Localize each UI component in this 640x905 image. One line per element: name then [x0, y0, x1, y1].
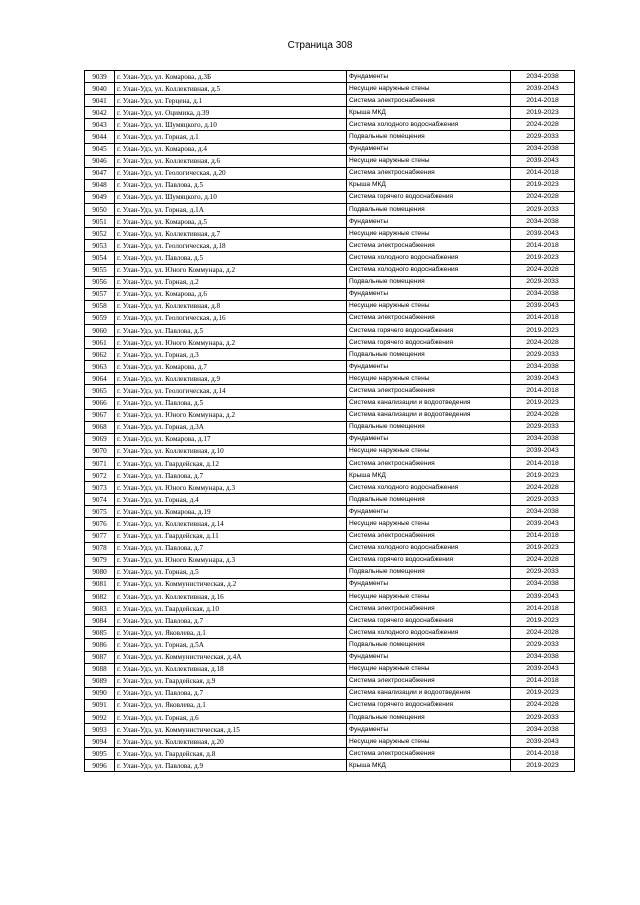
address-cell: г. Улан-Удэ, ул. Юного Коммунара, д.2 [115, 264, 347, 276]
period-cell: 2034-2038 [511, 724, 575, 736]
row-number-cell: 9050 [85, 204, 115, 216]
table-row [85, 409, 575, 421]
address-cell: г. Улан-Удэ, ул. Горная, д.4 [115, 494, 347, 506]
table-row [85, 276, 575, 288]
table-row [85, 578, 575, 590]
table-row [85, 252, 575, 264]
row-number-cell: 9060 [85, 324, 115, 336]
period-cell: 2034-2038 [511, 361, 575, 373]
row-number-cell: 9055 [85, 264, 115, 276]
row-number-cell: 9071 [85, 458, 115, 470]
table-row [85, 300, 575, 312]
address-cell: г. Улан-Удэ, ул. Горная, д.5А [115, 639, 347, 651]
table-row [85, 711, 575, 723]
address-cell: г. Улан-Удэ, ул. Коллективная, д.14 [115, 518, 347, 530]
work-type-cell: Система электроснабжения [347, 458, 511, 470]
work-type-cell: Система холодного водоснабжения [347, 482, 511, 494]
row-number-cell: 9070 [85, 445, 115, 457]
row-number-cell: 9092 [85, 711, 115, 723]
address-cell: г. Улан-Удэ, ул. Горная, д.5 [115, 566, 347, 578]
table-row [85, 627, 575, 639]
work-type-cell: Система электроснабжения [347, 530, 511, 542]
work-type-cell: Система холодного водоснабжения [347, 119, 511, 131]
work-type-cell: Система электроснабжения [347, 603, 511, 615]
row-number-cell: 9039 [85, 71, 115, 83]
work-type-cell: Подвальные помещения [347, 494, 511, 506]
table-body [85, 71, 575, 772]
period-cell: 2014-2018 [511, 240, 575, 252]
row-number-cell: 9047 [85, 167, 115, 179]
table-row [85, 445, 575, 457]
table-row [85, 95, 575, 107]
address-cell: г. Улан-Удэ, ул. Оцимика, д.39 [115, 107, 347, 119]
address-cell: г. Улан-Удэ, ул. Павлова, д.5 [115, 324, 347, 336]
period-cell: 2034-2038 [511, 651, 575, 663]
work-type-cell: Фундаменты [347, 433, 511, 445]
work-type-cell: Фундаменты [347, 143, 511, 155]
row-number-cell: 9082 [85, 591, 115, 603]
work-type-cell: Крыша МКД [347, 760, 511, 772]
address-cell: г. Улан-Удэ, ул. Коллективная, д.7 [115, 228, 347, 240]
period-cell: 2019-2023 [511, 107, 575, 119]
row-number-cell: 9076 [85, 518, 115, 530]
row-number-cell: 9094 [85, 736, 115, 748]
table-row [85, 518, 575, 530]
row-number-cell: 9042 [85, 107, 115, 119]
address-cell: г. Улан-Удэ, ул. Коллективная, д.16 [115, 591, 347, 603]
row-number-cell: 9040 [85, 83, 115, 95]
address-cell: г. Улан-Удэ, ул. Комарова, д.7 [115, 361, 347, 373]
address-cell: г. Улан-Удэ, ул. Шумяцкого, д.10 [115, 119, 347, 131]
table-row [85, 736, 575, 748]
row-number-cell: 9089 [85, 675, 115, 687]
address-cell: г. Улан-Удэ, ул. Юного Коммунара, д.2 [115, 337, 347, 349]
work-type-cell: Система электроснабжения [347, 748, 511, 760]
table-row [85, 324, 575, 336]
period-cell: 2014-2018 [511, 675, 575, 687]
row-number-cell: 9081 [85, 578, 115, 590]
row-number-cell: 9046 [85, 155, 115, 167]
address-cell: г. Улан-Удэ, ул. Горная, д.1А [115, 204, 347, 216]
period-cell: 2014-2018 [511, 95, 575, 107]
row-number-cell: 9048 [85, 179, 115, 191]
table-row [85, 264, 575, 276]
work-type-cell: Несущие наружные стены [347, 228, 511, 240]
work-type-cell: Фундаменты [347, 71, 511, 83]
work-type-cell: Подвальные помещения [347, 349, 511, 361]
row-number-cell: 9043 [85, 119, 115, 131]
address-cell: г. Улан-Удэ, ул. Комарова, д.5 [115, 216, 347, 228]
work-type-cell: Подвальные помещения [347, 204, 511, 216]
work-type-cell: Система горячего водоснабжения [347, 324, 511, 336]
table-row [85, 385, 575, 397]
period-cell: 2024-2028 [511, 119, 575, 131]
period-cell: 2034-2038 [511, 71, 575, 83]
period-cell: 2029-2033 [511, 639, 575, 651]
row-number-cell: 9086 [85, 639, 115, 651]
table-row [85, 373, 575, 385]
address-cell: г. Улан-Удэ, ул. Гвардейская, д.10 [115, 603, 347, 615]
period-cell: 2014-2018 [511, 748, 575, 760]
work-type-cell: Фундаменты [347, 724, 511, 736]
row-number-cell: 9041 [85, 95, 115, 107]
work-type-cell: Система холодного водоснабжения [347, 252, 511, 264]
work-type-cell: Система холодного водоснабжения [347, 542, 511, 554]
work-type-cell: Подвальные помещения [347, 276, 511, 288]
period-cell: 2014-2018 [511, 530, 575, 542]
work-type-cell: Система горячего водоснабжения [347, 337, 511, 349]
row-number-cell: 9066 [85, 397, 115, 409]
address-cell: г. Улан-Удэ, ул. Комарова, д.4 [115, 143, 347, 155]
table-row [85, 83, 575, 95]
period-cell: 2034-2038 [511, 216, 575, 228]
address-cell: г. Улан-Удэ, ул. Коллективная, д.5 [115, 83, 347, 95]
table-row [85, 651, 575, 663]
work-type-cell: Фундаменты [347, 361, 511, 373]
table-row [85, 699, 575, 711]
row-number-cell: 9049 [85, 191, 115, 203]
repair-schedule-table [84, 70, 575, 772]
address-cell: г. Улан-Удэ, ул. Павлова, д.5 [115, 179, 347, 191]
table-row [85, 288, 575, 300]
period-cell: 2019-2023 [511, 397, 575, 409]
table-row [85, 433, 575, 445]
period-cell: 2029-2033 [511, 566, 575, 578]
row-number-cell: 9067 [85, 409, 115, 421]
table-row [85, 179, 575, 191]
work-type-cell: Подвальные помещения [347, 566, 511, 578]
work-type-cell: Система электроснабжения [347, 240, 511, 252]
work-type-cell: Фундаменты [347, 506, 511, 518]
row-number-cell: 9080 [85, 566, 115, 578]
row-number-cell: 9057 [85, 288, 115, 300]
table-row [85, 748, 575, 760]
address-cell: г. Улан-Удэ, ул. Павлова, д.5 [115, 397, 347, 409]
table-row [85, 155, 575, 167]
work-type-cell: Несущие наружные стены [347, 736, 511, 748]
period-cell: 2014-2018 [511, 312, 575, 324]
period-cell: 2014-2018 [511, 385, 575, 397]
work-type-cell: Система электроснабжения [347, 312, 511, 324]
row-number-cell: 9058 [85, 300, 115, 312]
period-cell: 2019-2023 [511, 470, 575, 482]
work-type-cell: Система горячего водоснабжения [347, 554, 511, 566]
table-row [85, 240, 575, 252]
row-number-cell: 9069 [85, 433, 115, 445]
table-row [85, 687, 575, 699]
table-row [85, 131, 575, 143]
address-cell: г. Улан-Удэ, ул. Шумяцкого, д.10 [115, 191, 347, 203]
period-cell: 2039-2043 [511, 518, 575, 530]
table-row [85, 143, 575, 155]
work-type-cell: Несущие наружные стены [347, 155, 511, 167]
work-type-cell: Несущие наружные стены [347, 518, 511, 530]
work-type-cell: Подвальные помещения [347, 711, 511, 723]
work-type-cell: Система горячего водоснабжения [347, 191, 511, 203]
work-type-cell: Фундаменты [347, 578, 511, 590]
table-row [85, 530, 575, 542]
row-number-cell: 9059 [85, 312, 115, 324]
row-number-cell: 9064 [85, 373, 115, 385]
row-number-cell: 9053 [85, 240, 115, 252]
period-cell: 2024-2028 [511, 409, 575, 421]
address-cell: г. Улан-Удэ, ул. Юного Коммунара, д.3 [115, 554, 347, 566]
period-cell: 2039-2043 [511, 373, 575, 385]
table-row [85, 397, 575, 409]
row-number-cell: 9045 [85, 143, 115, 155]
period-cell: 2034-2038 [511, 288, 575, 300]
address-cell: г. Улан-Удэ, ул. Юного Коммунара, д.2 [115, 409, 347, 421]
period-cell: 2034-2038 [511, 433, 575, 445]
table-row [85, 760, 575, 772]
address-cell: г. Улан-Удэ, ул. Павлова, д.7 [115, 615, 347, 627]
address-cell: г. Улан-Удэ, ул. Геологическая, д.18 [115, 240, 347, 252]
period-cell: 2024-2028 [511, 482, 575, 494]
period-cell: 2014-2018 [511, 603, 575, 615]
work-type-cell: Система горячего водоснабжения [347, 615, 511, 627]
table-row [85, 167, 575, 179]
work-type-cell: Подвальные помещения [347, 131, 511, 143]
row-number-cell: 9084 [85, 615, 115, 627]
address-cell: г. Улан-Удэ, ул. Гвардейская, д.12 [115, 458, 347, 470]
address-cell: г. Улан-Удэ, ул. Юного Коммунара, д.3 [115, 482, 347, 494]
table-row [85, 71, 575, 83]
table-row [85, 107, 575, 119]
address-cell: г. Улан-Удэ, ул. Комарова, д.6 [115, 288, 347, 300]
address-cell: г. Улан-Удэ, ул. Коллективная, д.6 [115, 155, 347, 167]
address-cell: г. Улан-Удэ, ул. Павлова, д.7 [115, 470, 347, 482]
address-cell: г. Улан-Удэ, ул. Геологическая, д.14 [115, 385, 347, 397]
row-number-cell: 9056 [85, 276, 115, 288]
address-cell: г. Улан-Удэ, ул. Герцена, д.1 [115, 95, 347, 107]
period-cell: 2034-2038 [511, 506, 575, 518]
address-cell: г. Улан-Удэ, ул. Яковлева, д.1 [115, 627, 347, 639]
period-cell: 2014-2018 [511, 458, 575, 470]
address-cell: г. Улан-Удэ, ул. Горная, д.2 [115, 276, 347, 288]
address-cell: г. Улан-Удэ, ул. Гвардейская, д.11 [115, 530, 347, 542]
table-row [85, 591, 575, 603]
work-type-cell: Несущие наружные стены [347, 83, 511, 95]
row-number-cell: 9088 [85, 663, 115, 675]
work-type-cell: Система горячего водоснабжения [347, 699, 511, 711]
row-number-cell: 9093 [85, 724, 115, 736]
table-row [85, 663, 575, 675]
table-row [85, 724, 575, 736]
work-type-cell: Система канализации и водоотведения [347, 687, 511, 699]
table-row [85, 458, 575, 470]
address-cell: г. Улан-Удэ, ул. Яковлева, д.1 [115, 699, 347, 711]
period-cell: 2024-2028 [511, 699, 575, 711]
table-row [85, 494, 575, 506]
table-row [85, 542, 575, 554]
address-cell: г. Улан-Удэ, ул. Горная, д.6 [115, 711, 347, 723]
address-cell: г. Улан-Удэ, ул. Коммунистическая, д.15 [115, 724, 347, 736]
work-type-cell: Несущие наружные стены [347, 300, 511, 312]
row-number-cell: 9052 [85, 228, 115, 240]
address-cell: г. Улан-Удэ, ул. Коммунистическая, д.2 [115, 578, 347, 590]
table-row [85, 421, 575, 433]
table-row [85, 228, 575, 240]
table-row [85, 506, 575, 518]
table-row [85, 566, 575, 578]
address-cell: г. Улан-Удэ, ул. Горная, д.1 [115, 131, 347, 143]
row-number-cell: 9065 [85, 385, 115, 397]
period-cell: 2024-2028 [511, 337, 575, 349]
row-number-cell: 9075 [85, 506, 115, 518]
table-row [85, 216, 575, 228]
work-type-cell: Система электроснабжения [347, 167, 511, 179]
period-cell: 2019-2023 [511, 179, 575, 191]
row-number-cell: 9068 [85, 421, 115, 433]
row-number-cell: 9095 [85, 748, 115, 760]
row-number-cell: 9044 [85, 131, 115, 143]
period-cell: 2024-2028 [511, 264, 575, 276]
period-cell: 2039-2043 [511, 736, 575, 748]
row-number-cell: 9090 [85, 687, 115, 699]
period-cell: 2039-2043 [511, 300, 575, 312]
table-row [85, 337, 575, 349]
address-cell: г. Улан-Удэ, ул. Геологическая, д.16 [115, 312, 347, 324]
address-cell: г. Улан-Удэ, ул. Комарова, д.3Б [115, 71, 347, 83]
row-number-cell: 9078 [85, 542, 115, 554]
row-number-cell: 9091 [85, 699, 115, 711]
period-cell: 2019-2023 [511, 542, 575, 554]
address-cell: г. Улан-Удэ, ул. Комарова, д.17 [115, 433, 347, 445]
work-type-cell: Подвальные помещения [347, 639, 511, 651]
period-cell: 2039-2043 [511, 591, 575, 603]
address-cell: г. Улан-Удэ, ул. Павлова, д.5 [115, 252, 347, 264]
work-type-cell: Система канализации и водоотведения [347, 397, 511, 409]
period-cell: 2014-2018 [511, 167, 575, 179]
row-number-cell: 9077 [85, 530, 115, 542]
address-cell: г. Улан-Удэ, ул. Коллективная, д.10 [115, 445, 347, 457]
period-cell: 2039-2043 [511, 155, 575, 167]
address-cell: г. Улан-Удэ, ул. Коммунистическая, д.4А [115, 651, 347, 663]
table-row [85, 639, 575, 651]
period-cell: 2039-2043 [511, 83, 575, 95]
period-cell: 2034-2038 [511, 143, 575, 155]
table-row [85, 675, 575, 687]
row-number-cell: 9062 [85, 349, 115, 361]
period-cell: 2039-2043 [511, 663, 575, 675]
row-number-cell: 9054 [85, 252, 115, 264]
period-cell: 2034-2038 [511, 578, 575, 590]
row-number-cell: 9083 [85, 603, 115, 615]
work-type-cell: Крыша МКД [347, 470, 511, 482]
table-row [85, 204, 575, 216]
address-cell: г. Улан-Удэ, ул. Гвардейская, д.9 [115, 675, 347, 687]
period-cell: 2019-2023 [511, 615, 575, 627]
period-cell: 2019-2023 [511, 687, 575, 699]
work-type-cell: Несущие наружные стены [347, 663, 511, 675]
work-type-cell: Крыша МКД [347, 107, 511, 119]
row-number-cell: 9079 [85, 554, 115, 566]
address-cell: г. Улан-Удэ, ул. Комарова, д.19 [115, 506, 347, 518]
address-cell: г. Улан-Удэ, ул. Коллективная, д.9 [115, 373, 347, 385]
table-row [85, 349, 575, 361]
table-row [85, 615, 575, 627]
address-cell: г. Улан-Удэ, ул. Павлова, д.9 [115, 760, 347, 772]
table-row [85, 482, 575, 494]
table-row [85, 312, 575, 324]
period-cell: 2039-2043 [511, 228, 575, 240]
row-number-cell: 9087 [85, 651, 115, 663]
address-cell: г. Улан-Удэ, ул. Коллективная, д.20 [115, 736, 347, 748]
table-row [85, 554, 575, 566]
table-row [85, 470, 575, 482]
work-type-cell: Система канализации и водоотведения [347, 409, 511, 421]
period-cell: 2029-2033 [511, 421, 575, 433]
table-row [85, 191, 575, 203]
work-type-cell: Крыша МКД [347, 179, 511, 191]
period-cell: 2029-2033 [511, 131, 575, 143]
period-cell: 2029-2033 [511, 349, 575, 361]
period-cell: 2024-2028 [511, 191, 575, 203]
address-cell: г. Улан-Удэ, ул. Коллективная, д.8 [115, 300, 347, 312]
page-title: Страница 308 [287, 40, 353, 51]
row-number-cell: 9063 [85, 361, 115, 373]
row-number-cell: 9061 [85, 337, 115, 349]
period-cell: 2029-2033 [511, 204, 575, 216]
period-cell: 2029-2033 [511, 494, 575, 506]
work-type-cell: Несущие наружные стены [347, 445, 511, 457]
table-row [85, 603, 575, 615]
period-cell: 2024-2028 [511, 554, 575, 566]
row-number-cell: 9085 [85, 627, 115, 639]
row-number-cell: 9072 [85, 470, 115, 482]
row-number-cell: 9051 [85, 216, 115, 228]
period-cell: 2019-2023 [511, 760, 575, 772]
row-number-cell: 9096 [85, 760, 115, 772]
work-type-cell: Фундаменты [347, 216, 511, 228]
address-cell: г. Улан-Удэ, ул. Геологическая, д.20 [115, 167, 347, 179]
period-cell: 2024-2028 [511, 627, 575, 639]
address-cell: г. Улан-Удэ, ул. Горная, д.3А [115, 421, 347, 433]
address-cell: г. Улан-Удэ, ул. Павлова, д.7 [115, 687, 347, 699]
work-type-cell: Фундаменты [347, 651, 511, 663]
period-cell: 2019-2023 [511, 252, 575, 264]
work-type-cell: Система электроснабжения [347, 95, 511, 107]
address-cell: г. Улан-Удэ, ул. Коллективная, д.18 [115, 663, 347, 675]
row-number-cell: 9073 [85, 482, 115, 494]
period-cell: 2029-2033 [511, 711, 575, 723]
work-type-cell: Система холодного водоснабжения [347, 627, 511, 639]
period-cell: 2019-2023 [511, 324, 575, 336]
period-cell: 2029-2033 [511, 276, 575, 288]
work-type-cell: Подвальные помещения [347, 421, 511, 433]
work-type-cell: Система холодного водоснабжения [347, 264, 511, 276]
work-type-cell: Несущие наружные стены [347, 591, 511, 603]
table-row [85, 361, 575, 373]
work-type-cell: Фундаменты [347, 288, 511, 300]
address-cell: г. Улан-Удэ, ул. Павлова, д.7 [115, 542, 347, 554]
address-cell: г. Улан-Удэ, ул. Горная, д.3 [115, 349, 347, 361]
address-cell: г. Улан-Удэ, ул. Гвардейская, д.8 [115, 748, 347, 760]
work-type-cell: Система электроснабжения [347, 675, 511, 687]
work-type-cell: Система электроснабжения [347, 385, 511, 397]
period-cell: 2039-2043 [511, 445, 575, 457]
table-row [85, 119, 575, 131]
row-number-cell: 9074 [85, 494, 115, 506]
work-type-cell: Несущие наружные стены [347, 373, 511, 385]
